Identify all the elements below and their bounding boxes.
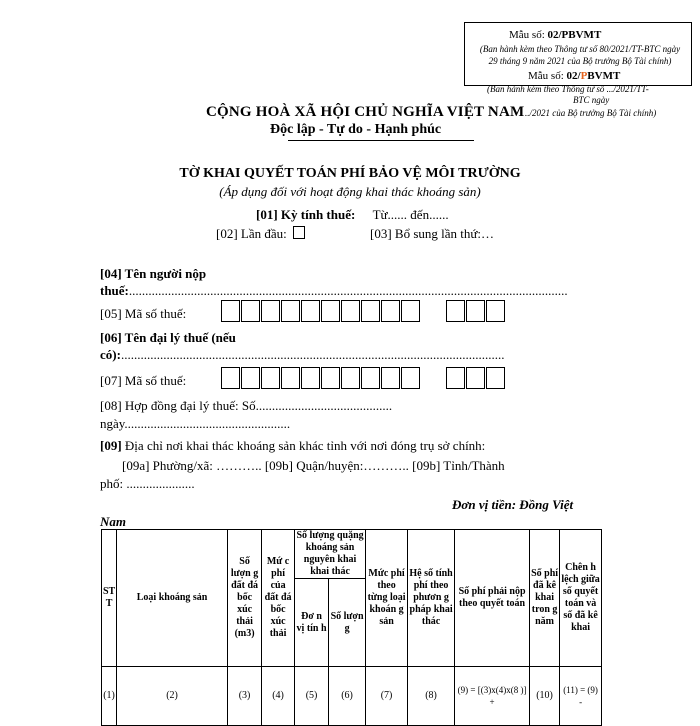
tax-code-1-label: [05] Mã số thuế: <box>100 306 187 321</box>
tax-code-digit[interactable] <box>221 300 240 322</box>
header-soil-rate: Mứ c phí của đất đá bốc xúc thải <box>262 530 295 667</box>
ghost-form-code: Mẫu số: 02/PBVMT <box>528 70 621 82</box>
header-fee-payable: Số phí phải nộp theo quyết toán <box>455 530 530 667</box>
header-quantity: Số lượn g <box>329 579 366 667</box>
motto-underline <box>288 140 474 141</box>
tax-period-row <box>256 207 449 223</box>
tax-code-digit[interactable] <box>241 367 260 389</box>
header-stt: ST T <box>102 530 117 667</box>
contract-line-2[interactable]: ngày................................................... <box>100 416 291 431</box>
col-num-2: (2) <box>117 667 228 726</box>
header-fee-rate: Mức phí theo từng loại khoán g sản <box>366 530 408 667</box>
tax-code-digit[interactable] <box>381 367 400 389</box>
header-soil-quantity: Số lượn g đất đá bốc xúc thải (m3) <box>228 530 262 667</box>
col-num-10: (10) <box>530 667 560 726</box>
header-fee-declared: Số phí đã kê khai tron g năm <box>530 530 560 667</box>
col-num-6: (6) <box>329 667 366 726</box>
location-row <box>100 438 485 454</box>
form-subtitle: (Áp dụng đối với hoạt động khai thác khoáng sản) <box>219 184 481 199</box>
tax-code-digit[interactable] <box>446 300 465 322</box>
location-text: Địa chỉ nơi khai thác khoáng sản khác tỉnh với nơi đóng trụ sở chính: <box>121 438 486 453</box>
tax-code-digit[interactable] <box>466 367 485 389</box>
tax-code-digit[interactable] <box>261 300 280 322</box>
col-num-5: (5) <box>295 667 329 726</box>
tax-code-digit[interactable] <box>401 300 420 322</box>
tax-code-digit[interactable] <box>321 300 340 322</box>
country-name: CỘNG HOÀ XÃ HỘI CHỦ NGHĨA VIỆT NAM <box>206 104 525 120</box>
header-unit: Đơ n vị tín h <box>295 579 329 667</box>
header-coefficient: Hệ số tính phí theo phươn g pháp khai thác <box>408 530 455 667</box>
first-time-checkbox[interactable] <box>293 226 305 239</box>
tax-period-label: [01] Kỳ tính thuế: <box>256 207 356 222</box>
tax-code-digit[interactable] <box>446 367 465 389</box>
tax-code-1-branch-boxes[interactable] <box>446 300 506 322</box>
taxpayer-dots: ....................................................................................................................................... <box>128 283 568 298</box>
col-num-3: (3) <box>228 667 262 726</box>
tax-code-digit[interactable] <box>381 300 400 322</box>
col-num-1: (1) <box>102 667 117 726</box>
col-num-7: (7) <box>366 667 408 726</box>
tax-code-digit[interactable] <box>401 367 420 389</box>
location-line-2[interactable]: [09a] Phường/xã: ……….. [09b] Quận/huyện:……….. [09b] Tỉnh/Thành <box>122 458 505 473</box>
tax-code-2-branch-boxes[interactable] <box>446 367 506 389</box>
tax-code-digit[interactable] <box>261 367 280 389</box>
taxpayer-row[interactable] <box>100 283 568 299</box>
header-difference: Chên h lệch giữa số quyết toán và số đã kê khai <box>560 530 602 667</box>
tax-code-digit[interactable] <box>361 300 380 322</box>
ghost-basis-2: BTC ngày <box>573 95 610 105</box>
tax-period-value[interactable]: Từ...... đến...... <box>372 207 449 222</box>
tax-code-2-boxes[interactable] <box>221 367 421 389</box>
currency-unit-2: Nam <box>100 514 126 529</box>
tax-code-digit[interactable] <box>361 367 380 389</box>
location-line-3[interactable]: phố: ..................... <box>100 476 195 491</box>
agent-dots: ...................................................................................................................... <box>120 347 505 362</box>
col-num-11: (11) = (9) - <box>560 667 602 726</box>
location-label: [09] <box>100 438 122 453</box>
ghost-basis-3: ../2021 của Bộ trưởng Bộ Tài chính) <box>525 108 657 118</box>
tax-code-digit[interactable] <box>321 367 340 389</box>
col-num-9: (9) = [(3)x(4)x(8 )] + <box>455 667 530 726</box>
tax-code-digit[interactable] <box>241 300 260 322</box>
header-mineral-type: Loại khoáng sản <box>117 530 228 667</box>
tax-code-digit[interactable] <box>301 300 320 322</box>
form-title: TỜ KHAI QUYẾT TOÁN PHÍ BẢO VỆ MÔI TRƯỜNG <box>179 166 521 181</box>
tax-code-digit[interactable] <box>341 300 360 322</box>
tax-code-digit[interactable] <box>486 367 505 389</box>
agent-label: [06] Tên đại lý thuế (nếu <box>100 330 236 345</box>
tax-code-digit[interactable] <box>221 367 240 389</box>
first-time-row <box>216 226 305 242</box>
tax-code-digit[interactable] <box>281 300 300 322</box>
contract-line-1[interactable]: [08] Hợp đồng đại lý thuế: Số.......................................... <box>100 398 393 413</box>
tax-code-digit[interactable] <box>341 367 360 389</box>
currency-unit: Đơn vị tiền: Đồng Việt <box>452 497 574 512</box>
tax-code-digit[interactable] <box>466 300 485 322</box>
tax-code-2-label: [07] Mã số thuế: <box>100 373 187 388</box>
tax-code-1-boxes[interactable] <box>221 300 421 322</box>
first-time-label: [02] Lần đầu: <box>216 226 287 241</box>
col-num-8: (8) <box>408 667 455 726</box>
header-ore-quantity: Số lượng quặng khoáng sản nguyên khai khai thác <box>296 530 364 578</box>
tax-code-digit[interactable] <box>281 367 300 389</box>
agent-label-2: có): <box>100 347 121 362</box>
supplement-label[interactable]: [03] Bổ sung lần thứ:… <box>370 226 495 241</box>
agent-row[interactable] <box>100 347 504 363</box>
form-basis: (Ban hành kèm theo Thông tư số 80/2021/TT-BTC ngày 29 tháng 9 năm 2021 của Bộ trưởng Bộ Tài chính) <box>479 44 681 66</box>
fee-table <box>101 529 602 726</box>
tax-code-digit[interactable] <box>301 367 320 389</box>
motto: Độc lập - Tự do - Hạnh phúc <box>270 122 442 137</box>
tax-code-digit[interactable] <box>486 300 505 322</box>
form-code: Mẫu số: 02/PBVMT <box>509 29 602 41</box>
taxpayer-label: [04] Tên người nộp <box>100 266 207 281</box>
col-num-4: (4) <box>262 667 295 726</box>
taxpayer-label-2: thuế: <box>100 283 129 298</box>
ghost-basis-1: (Ban hành kèm theo Thông tư số .../2021/TT- <box>487 84 649 94</box>
